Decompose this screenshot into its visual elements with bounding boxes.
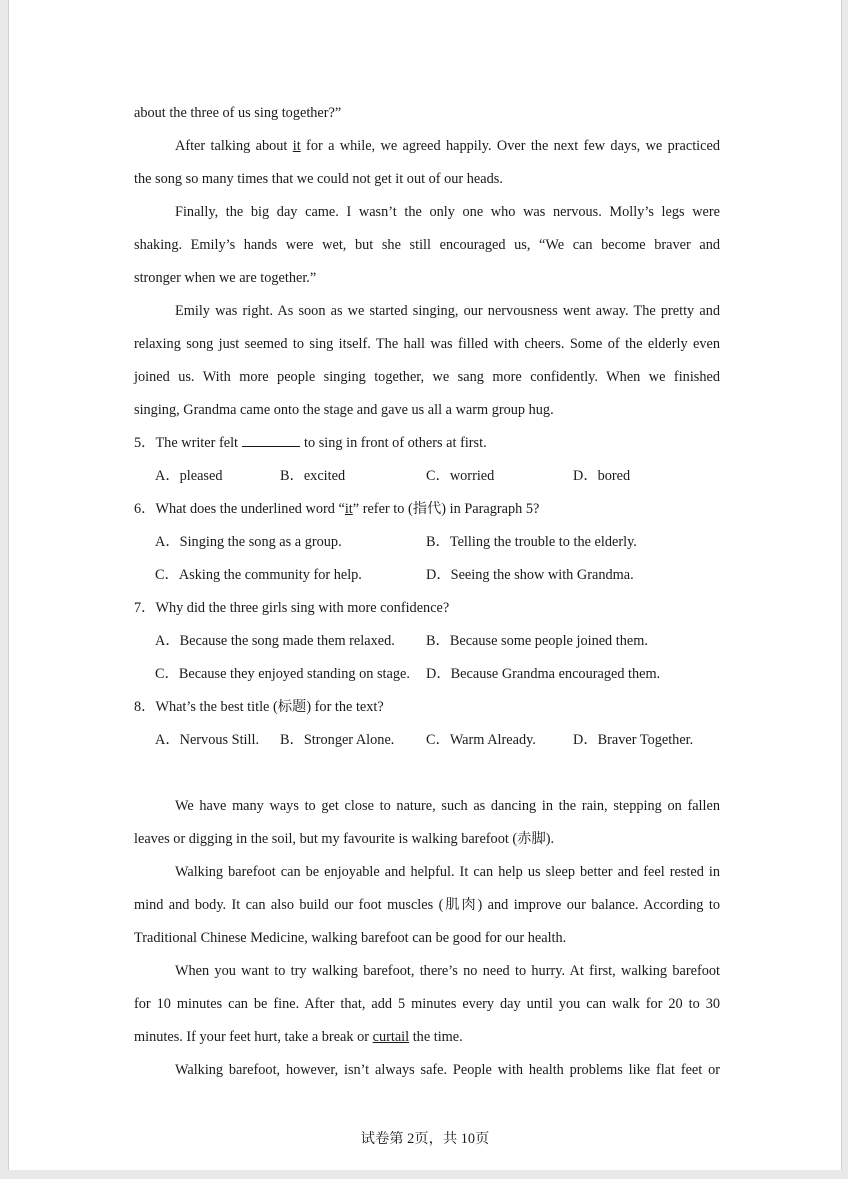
text: ” refer to (指代) in Paragraph 5? <box>352 501 540 517</box>
q8-option-d[interactable]: D．Braver Together. <box>573 732 694 748</box>
text: the time. <box>409 1029 463 1045</box>
answer-blank[interactable] <box>242 434 300 447</box>
exam-page <box>8 0 842 1170</box>
question-5 <box>134 434 487 452</box>
passage2-p2-line2: mind and body. It can also build our foot muscles (肌肉) and improve our balance. According to <box>134 897 720 913</box>
q5-option-b[interactable]: B．excited <box>280 468 346 484</box>
passage1-p6-line3: stronger when we are together.” <box>134 270 317 286</box>
page-footer: 试卷第 2页，共 10页 <box>360 1131 490 1147</box>
q5-option-a[interactable]: A．pleased <box>155 468 223 484</box>
text: for a while, we agreed happily. Over the next few days, we practiced <box>300 138 720 154</box>
passage2-p2-line3: Traditional Chinese Medicine, walking barefoot can be good for our health. <box>134 930 567 946</box>
text: minutes. If your feet hurt, take a break or <box>134 1029 373 1045</box>
passage2-p2-line1: Walking barefoot can be enjoyable and helpful. It can help us sleep better and feel rested in <box>175 864 720 880</box>
text: After talking about <box>175 138 293 154</box>
q5-option-d[interactable]: D．bored <box>573 468 631 484</box>
q6-option-c[interactable]: C．Asking the community for help. <box>155 567 362 583</box>
passage1-p6-line1: Finally, the big day came. I wasn’t the only one who was nervous. Molly’s legs were <box>175 204 720 220</box>
q6-option-a[interactable]: A．Singing the song as a group. <box>155 534 342 550</box>
passage1-line <box>134 104 341 122</box>
text: about the three of us sing together?” <box>134 105 342 121</box>
text: to sing in front of others at first. <box>304 435 487 451</box>
question-7: 7．Why did the three girls sing with more confidence? <box>134 600 450 616</box>
question-8: 8．What’s the best title (标题) for the text? <box>134 699 384 715</box>
q8-option-c[interactable]: C．Warm Already. <box>426 732 536 748</box>
passage2-p3-line3 <box>134 1028 463 1046</box>
passage1-p7-line1: Emily was right. As soon as we started singing, our nervousness went away. The pretty and <box>175 303 720 319</box>
passage2-p3-line1: When you want to try walking barefoot, there’s no need to hurry. At first, walking barefoot <box>175 963 720 979</box>
underlined-it: it <box>344 501 353 517</box>
passage1-p6-line2: shaking. Emily’s hands were wet, but she still encouraged us, “We can become braver and <box>134 237 720 253</box>
underlined-curtail: curtail <box>372 1029 410 1045</box>
underlined-it: it <box>292 138 301 154</box>
passage2-p1-line2: leaves or digging in the soil, but my favourite is walking barefoot (赤脚). <box>134 831 555 847</box>
q7-option-d[interactable]: D．Because Grandma encouraged them. <box>426 666 661 682</box>
passage2-p1-line1: We have many ways to get close to nature, such as dancing in the rain, stepping on fallen <box>175 798 720 814</box>
passage1-p7-line2: relaxing song just seemed to sing itself. The hall was filled with cheers. Some of the elderly even <box>134 336 720 352</box>
passage2-p4-line1: Walking barefoot, however, isn’t always safe. People with health problems like flat feet or <box>175 1062 720 1078</box>
q6-option-b[interactable]: B．Telling the trouble to the elderly. <box>426 534 637 550</box>
passage1-p7-line3: joined us. With more people singing together, we sang more confidently. When we finished <box>134 369 720 385</box>
passage2-p3-line2: for 10 minutes can be fine. After that, add 5 minutes every day until you can walk for 20 to 30 <box>134 996 720 1012</box>
passage1-p5-line1 <box>175 137 720 155</box>
passage1-p5-line2: the song so many times that we could not get it out of our heads. <box>134 171 503 187</box>
question-6 <box>134 500 539 518</box>
q7-option-c[interactable]: C．Because they enjoyed standing on stage. <box>155 666 410 682</box>
q7-option-b[interactable]: B．Because some people joined them. <box>426 633 648 649</box>
q8-option-a[interactable]: A．Nervous Still. <box>155 732 260 748</box>
text: 6．What does the underlined word “ <box>134 501 345 517</box>
q7-option-a[interactable]: A．Because the song made them relaxed. <box>155 633 395 649</box>
q5-option-c[interactable]: C．worried <box>426 468 495 484</box>
q6-option-d[interactable]: D．Seeing the show with Grandma. <box>426 567 634 583</box>
q8-option-b[interactable]: B．Stronger Alone. <box>280 732 395 748</box>
passage1-p7-line4: singing, Grandma came onto the stage and gave us all a warm group hug. <box>134 402 554 418</box>
text: 5．The writer felt <box>134 435 239 451</box>
